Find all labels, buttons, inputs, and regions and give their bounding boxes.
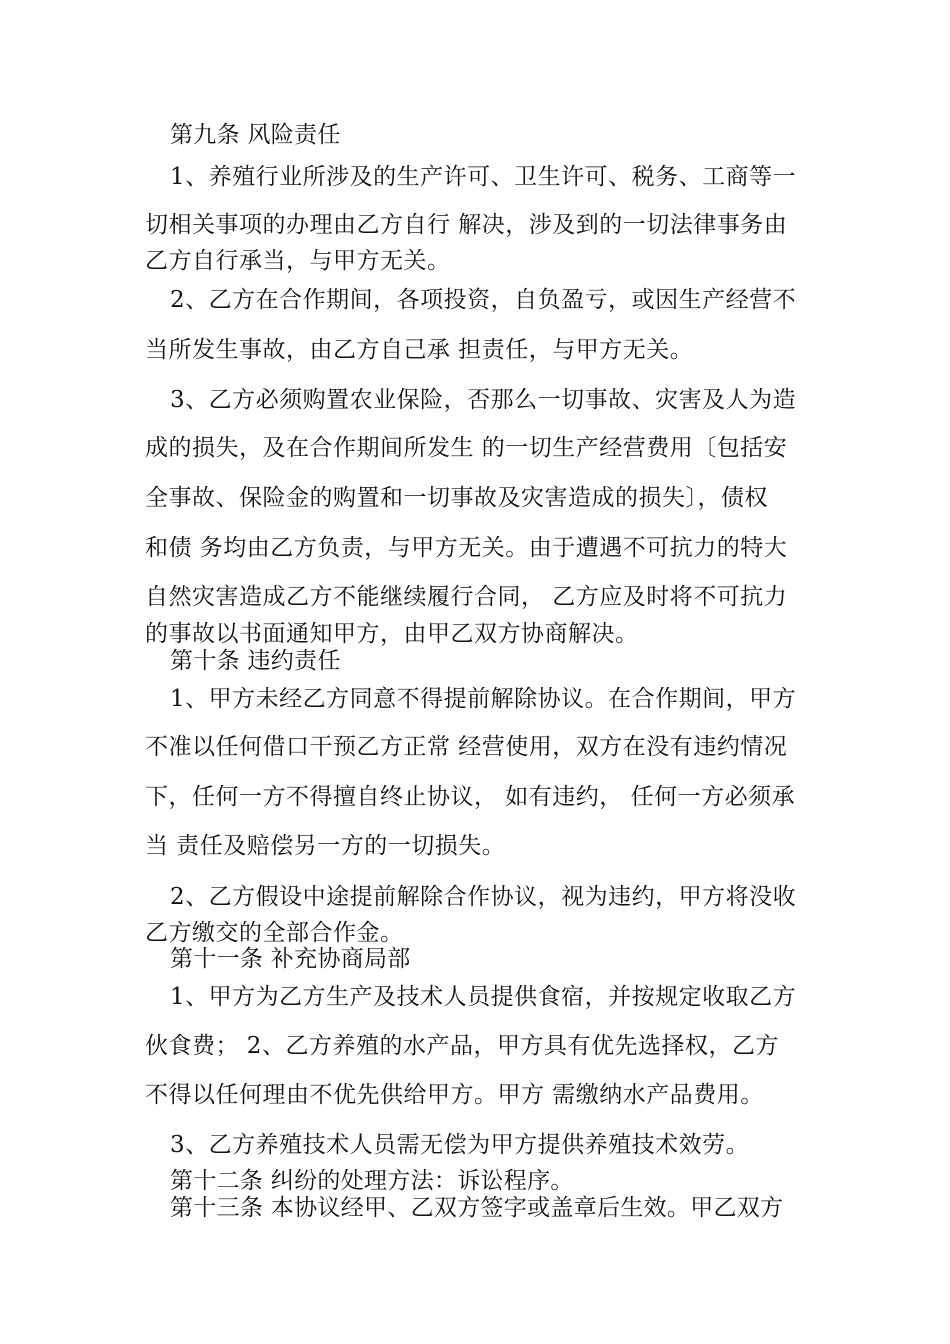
article-9-clause-3-line-3: 全事故、保险金的购置和一切事故及灾害造成的损失〕，债权	[145, 485, 768, 511]
article-9-clause-3-line-1: 3、乙方必须购置农业保险，否那么一切事故、灾害及人为造	[170, 387, 797, 413]
article-10-clause-1-line-3: 下，任何一方不得擅自终止协议， 如有违约， 任何一方必须承	[145, 784, 796, 810]
article-13-heading: 第十三条 本协议经甲、乙双方签字或盖章后生效。甲乙双方	[170, 1195, 784, 1221]
article-9-clause-3-line-4: 和债 务均由乙方负责，与甲方无关。由于遭遇不可抗力的特大	[145, 535, 788, 561]
article-10-clause-1-line-4: 当 责任及赔偿另一方的一切损失。	[145, 833, 506, 859]
article-9-clause-3-line-6: 的事故以书面通知甲方，由甲乙双方协商解决。	[145, 621, 639, 647]
article-10-clause-1-line-1: 1、甲方未经乙方同意不得提前解除协议。在合作期间，甲方	[170, 686, 797, 712]
article-11-clause-1-line-1: 1、甲方为乙方生产及技术人员提供食宿，并按规定收取乙方	[170, 984, 797, 1010]
article-11-heading: 第十一条 补充协商局部	[170, 946, 411, 972]
article-10-clause-2-line-2: 乙方缴交的全部合作金。	[145, 920, 404, 946]
article-9-clause-1-line-2: 切相关事项的办理由乙方自行 解决，涉及到的一切法律事务由	[145, 212, 788, 238]
article-10-clause-2-line-1: 2、乙方假设中途提前解除合作协议，视为违约，甲方将没收	[170, 884, 797, 910]
article-9-clause-1-line-3: 乙方自行承当，与甲方无关。	[145, 248, 451, 274]
article-11-clause-3: 3、乙方养殖技术人员需无偿为甲方提供养殖技术效劳。	[170, 1132, 750, 1158]
article-10-clause-1-line-2: 不准以任何借口干预乙方正常 经营使用，双方在没有违约情况	[145, 734, 788, 760]
article-9-clause-2-line-1: 2、乙方在合作期间，各项投资，自负盈亏，或因生产经营不	[170, 287, 797, 313]
article-9-clause-3-line-5: 自然灾害造成乙方不能继续履行合同， 乙方应及时将不可抗力	[145, 584, 788, 610]
article-9-heading: 第九条 风险责任	[170, 122, 341, 148]
article-11-clause-1-line-2: 伙食费； 2、乙方养殖的水产品，甲方具有优先选择权，乙方	[145, 1033, 779, 1059]
article-11-clause-2-line-3: 不得以任何理由不优先供给甲方。甲方 需缴纳水产品费用。	[145, 1082, 764, 1108]
article-9-clause-1-line-1: 1、养殖行业所涉及的生产许可、卫生许可、税务、工商等一	[170, 164, 797, 190]
article-9-clause-2-line-2: 当所发生事故，由乙方自己承 担责任，与甲方无关。	[145, 337, 694, 363]
article-12-heading: 第十二条 纠纷的处理方法：诉讼程序。	[170, 1168, 574, 1194]
article-9-clause-3-line-2: 成的损失，及在合作期间所发生 的一切生产经营费用〔包括安	[145, 435, 788, 461]
article-10-heading: 第十条 违约责任	[170, 648, 341, 674]
